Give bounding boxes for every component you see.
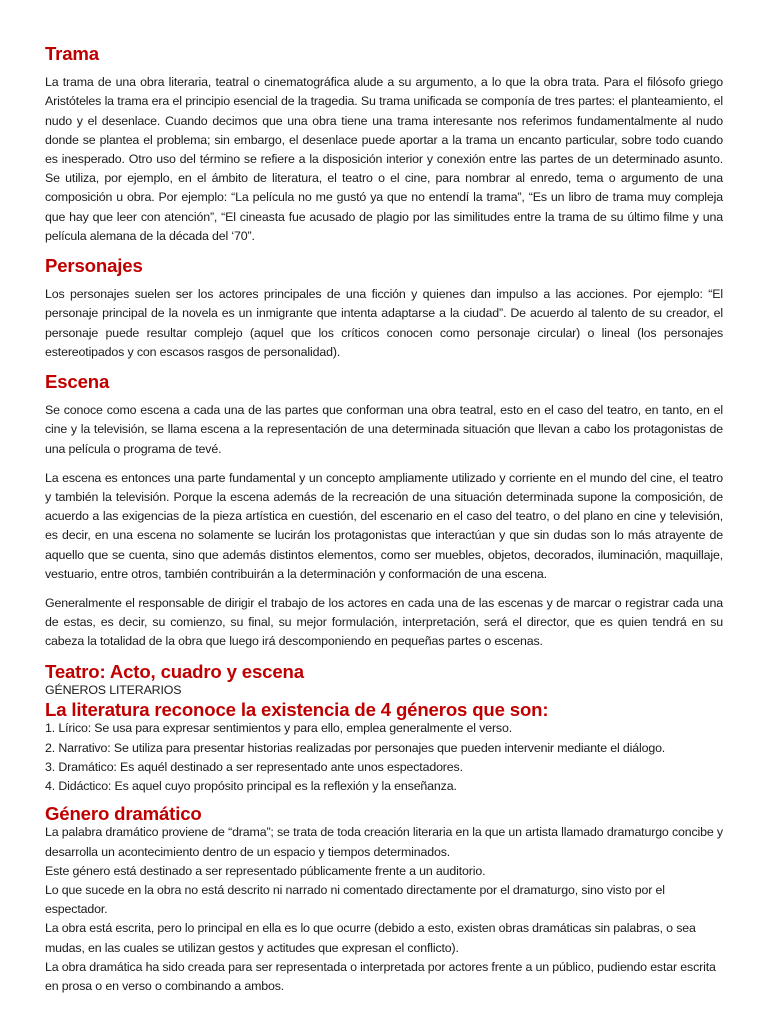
escena-paragraph-2: La escena es entonces una parte fundamental y un concepto ampliamente utilizado y corriente en el mundo del cine, el teatro y también la televisión. Porque la escena además de la recreación de una situación determinada supone la composición, de acuerdo a las exigencias de la pieza artística en cuestión, del escenario en el caso del teatro, o del plano en cine y televisión, es decir, en una escena no solamente se lucirán los protagonistas que interactúan y que sin dudas son lo más atrayente de aquello que se cuenta, sino que además distintos elementos, como ser muebles, objetos, decorados, iluminación, maquillaje, vestuario, entre otros, también contribuirán a la determinación y conformación de una escena. [45,470,723,581]
genero-line: La obra está escrita, pero lo principal en ella es lo que ocurre (debido a esto, existen obras dramáticas sin palabras, o sea mudas, en las cuales se utilizan gestos y actitudes que expresan el conflicto). [45,921,696,955]
heading-genero-dramatico: Género dramático [45,803,202,825]
escena-paragraph-1: Se conoce como escena a cada una de las partes que conforman una obra teatral, esto en el caso del teatro, en tanto, en el cine y la televisión, se llama escena a la representación de una determinada situación que llevan a cabo los protagonistas de una película o programa de tevé. [45,403,723,456]
generos-subheading: GÉNEROS LITERARIOS [45,682,182,697]
genre-item: 3. Dramático: Es aquél destinado a ser representado ante unos espectadores. [45,759,463,774]
genero-dramatico-section [45,804,723,996]
heading-personajes: Personajes [45,255,143,277]
escena-paragraph-3: Generalmente el responsable de dirigir el trabajo de los actores en cada una de las escenas y de marcar o registrar cada una de estas, es decir, su comienzo, su final, su mejor formulación, interpretación, será el director, que es quien tendrá en su cabeza la totalidad de la obra que luego irá descomponiendo en pequeñas partes o escenas. [45,596,723,649]
personajes-paragraph: Los personajes suelen ser los actores principales de una ficción y quienes dan impulso a las acciones. Por ejemplo: “El personaje principal de la novela es un inmigrante que intenta adaptarse a la ciudad”. De acuerdo al talento de su creador, el personaje puede resultar complejo (aquel que los críticos conocen como personaje circular) o lineal (los personajes estereotipados y con escasos rasgos de personalidad). [45,287,723,359]
heading-teatro: Teatro: Acto, cuadro y escena [45,660,304,682]
genero-line: La palabra dramático proviene de “drama”; se trata de toda creación literaria en la que un artista llamado dramaturgo concibe y desarrolla un acontecimiento dentro de un espacio y tiempos determinados. [45,825,723,859]
genero-line: Lo que sucede en la obra no está descrito ni narrado ni comentado directamente por el dramaturgo, sino visto por el espectador. [45,882,665,917]
trama-paragraph: La trama de una obra literaria, teatral o cinematográfica alude a su argumento, a lo que la obra trata. Para el filósofo griego Aristóteles la trama era el principio esencial de la tragedia. Su trama unificada se componía de tres partes: el planteamiento, el nudo y el desenlace. Cuando decimos que una obra tiene una trama interesante nos referimos fundamentalmente al nudo donde se plantea el problema; sin embargo, el desenlace puede aportar a la trama un encanto particular, sobre todo cuando es inesperado. Otro uso del término se refiere a la disposición interior y conexión entre las partes de un determinado asunto. Se utiliza, por ejemplo, en el ámbito de literatura, el teatro o el cine, para nombrar al enredo, tema o argumento de una composición u obra. Por ejemplo: “La película no me gustó ya que no entendí la trama”, “Es un libro de trama muy compleja que hay que leer con atención”, “El cineasta fue acusado de plagio por las similitudes entre la trama de su último filme y una película alemana de la década del ‘70”. [45,75,723,243]
generos-intro: La literatura reconoce la existencia de 4 géneros que son: [45,699,549,721]
heading-escena: Escena [45,371,110,393]
generos-section [45,662,723,796]
genre-item: 4. Didáctico: Es aquel cuyo propósito principal es la reflexión y la enseñanza. [45,778,457,793]
genero-line: La obra dramática ha sido creada para ser representada o interpretada por actores frente a un público, pudiendo estar escrita en prosa o en verso o combinando a ambos. [45,959,716,993]
genero-line: Este género está destinado a ser representado públicamente frente a un auditorio. [45,863,486,878]
heading-trama: Trama [45,43,99,64]
genre-item: 2. Narrativo: Se utiliza para presentar historias realizadas por personajes que pueden intervenir mediante el diálogo. [45,740,666,755]
genre-item: 1. Lírico: Se usa para expresar sentimientos y para ello, emplea generalmente el verso. [45,721,512,736]
